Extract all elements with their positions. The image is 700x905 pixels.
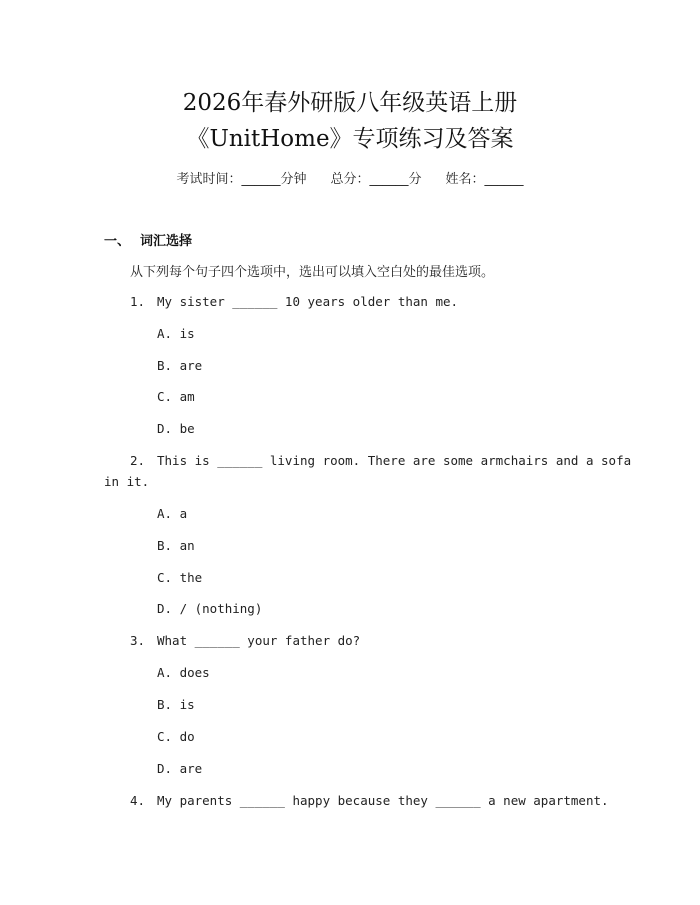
question-number: 4. xyxy=(130,793,146,808)
question-3-option-a: A. does xyxy=(157,665,210,680)
question-number: 2. xyxy=(130,453,146,468)
question-2-text-continued: in it. xyxy=(104,474,150,489)
question-2-option-d: D. / (nothing) xyxy=(157,601,263,616)
question-1 xyxy=(130,294,458,309)
exam-info-line xyxy=(0,168,700,187)
question-number: 3. xyxy=(130,633,146,648)
question-1-option-d: D. be xyxy=(157,421,195,436)
question-number: 1. xyxy=(130,294,146,309)
question-text: What ______ your father do? xyxy=(157,633,361,648)
section-title: 词汇选择 xyxy=(140,234,193,249)
document-title-line-2: 《UnitHome》专项练习及答案 xyxy=(186,126,514,152)
question-1-option-c: C. am xyxy=(157,389,195,404)
question-2-option-a: A. a xyxy=(157,506,188,521)
question-2 xyxy=(130,453,631,468)
question-text: This is ______ living room. There are some armchairs and a sofa xyxy=(157,453,632,468)
exam-time-field: 考试时间：______分钟 xyxy=(176,172,307,187)
student-name-field: 姓名：______ xyxy=(445,172,524,187)
question-2-option-b: B. an xyxy=(157,538,195,553)
question-3 xyxy=(130,633,360,648)
section-instruction: 从下列每个句子四个选项中，选出可以填入空白处的最佳选项。 xyxy=(130,265,495,280)
question-3-option-b: B. is xyxy=(157,697,195,712)
question-3-option-c: C. do xyxy=(157,729,195,744)
question-text: My sister ______ 10 years older than me. xyxy=(157,294,459,309)
question-4 xyxy=(130,793,609,808)
question-1-option-b: B. are xyxy=(157,358,203,373)
question-text: My parents ______ happy because they ______ a new apartment. xyxy=(157,793,609,808)
question-3-option-d: D. are xyxy=(157,761,203,776)
document-title-line-1: 2026年春外研版八年级英语上册 xyxy=(182,90,518,116)
section-number: 一、 xyxy=(104,234,131,249)
section-heading xyxy=(104,230,192,249)
question-2-option-c: C. the xyxy=(157,570,203,585)
total-score-field: 总分：______分 xyxy=(330,172,422,187)
question-1-option-a: A. is xyxy=(157,326,195,341)
